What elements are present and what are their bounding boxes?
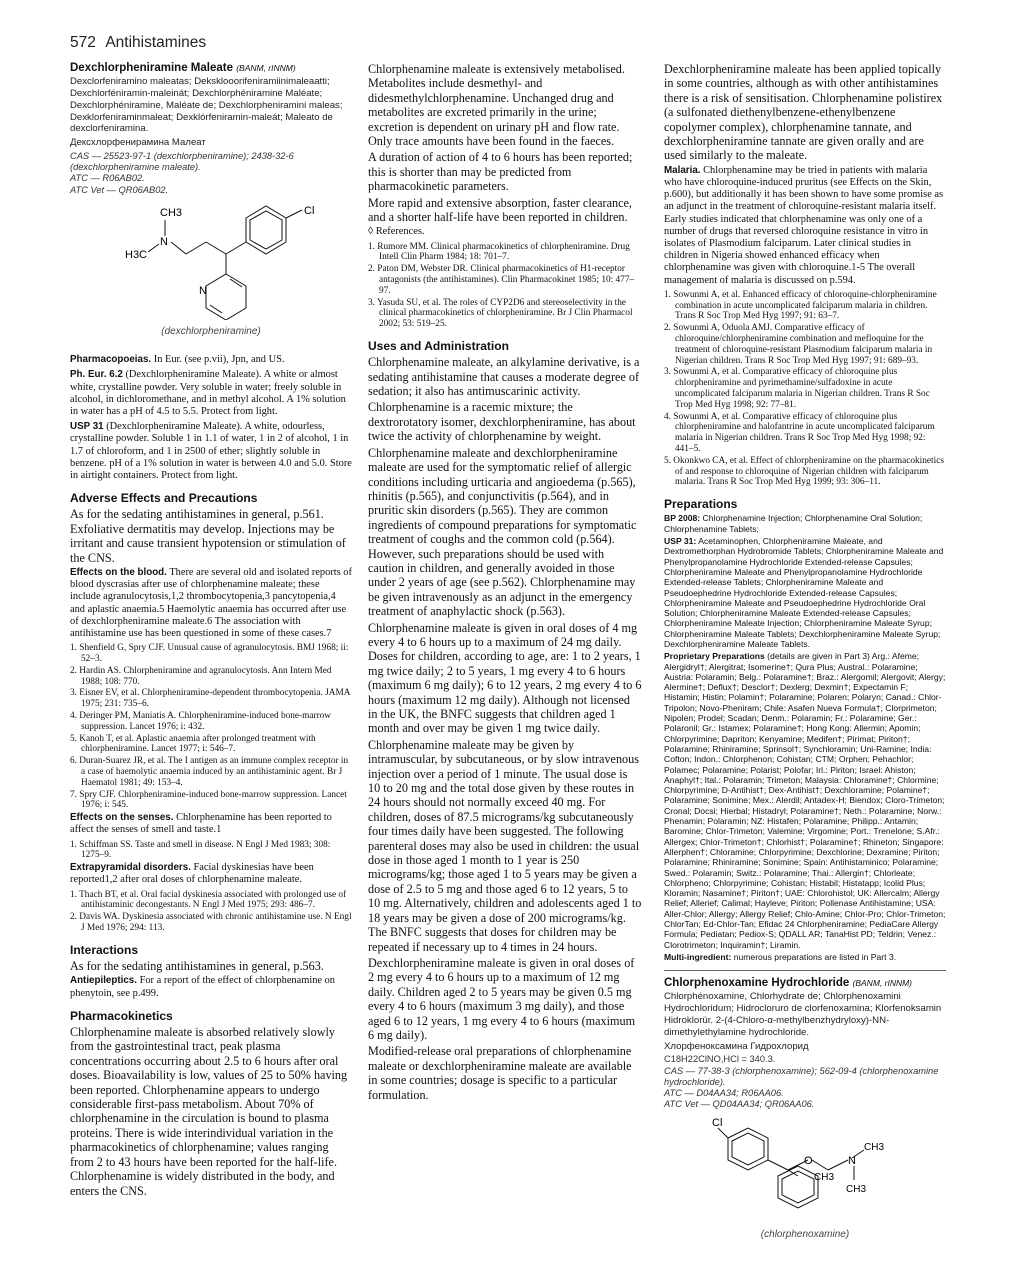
column-1: [70, 62, 352, 1200]
uses-paragraph-3: Chlorphenamine maleate and dexchlorpheniramine maleate are used for the symptomatic relief of allergic conditions including urticaria and angioedema (p.565), rhinitis (p.565), and conjunctivitis (p.564), and in pruritic skin disorders (p.565). They are common ingredients of compound preparations for symptomatic treatment of coughs and the common cold (p.564). However, such preparations should be used with caution in children, and generally avoided in those under 2 years of age (see p.562). Chlorphenamine may be given intravenously as an adjunct in the emergency treatment of anaphylactic shock (p.563).: [368, 445, 637, 619]
heading-uses-administration: Uses and Administration: [368, 339, 509, 354]
reference: 2. Hardin AS. Chlorpheniramine and agranulocytosis. Ann Intern Med 1988; 108: 770.: [70, 665, 332, 687]
blood-references: [70, 643, 352, 811]
synonyms: Chlorphénoxamine, Chlorhydrate de; Chlorphenoxamini Hydrochloridum; Hidrocloruro de clorfenoxamina; Klorfenoksamin Hidroklorür. 2-(4-Chloro-α-methylbenzhydryloxy)-NN-dimethylethylamine hydrochloride.: [664, 991, 942, 1038]
struct-ch3: CH3: [864, 1142, 885, 1154]
extrapyramidal-disorders: Extrapyramidal disorders. Facial dyskinesias have been reported1,2 after oral doses of chlorphenamine maleate.: [70, 862, 314, 886]
struct-o: O: [804, 1155, 813, 1168]
reference: 2. Paton DM, Webster DR. Clinical pharmacokinetics of H1-receptor antagonists (the antihistamines). Clin Pharmacokinet 1985; 10: 477–97.: [368, 264, 635, 296]
atc-code: ATC — D04AA34; R06AA06.: [664, 1087, 784, 1098]
pk-references-label: ◊ References.: [368, 226, 425, 238]
reference: 1. Thach BT, et al. Oral facial dyskinesia associated with prolonged use of antihistaminic decongestants. N Engl J Med 1975; 293: 486–7.: [70, 889, 347, 911]
uses-paragraph-8: Dexchlorpheniramine maleate has been applied topically in some countries, although as with other antihistamines there is a risk of sensitisation. Chlorphenamine polistirex (a sulfonated diethenylbenzene-ethenylbenzene copolymer complex), chlorphenamine tannate, and dexchlorpheniramine tannate are given orally and are used similarly to the maleate.: [664, 62, 943, 163]
reference: 1. Sowunmi A, et al. Enhanced efficacy of chloroquine-chlorpheniramine combination in acute uncomplicated falciparum malaria in children. Trans R Soc Trop Med Hyg 1997; 91: 63–7.: [664, 289, 937, 322]
ph-eur-entry: Ph. Eur. 6.2 (Dexchlorpheniramine Maleate). A white or almost white, crystalline powder. Very soluble in water; freely soluble in alcohol, in dichloromethane, and in methyl alcohol. A 1% solution in water has a pH of 4.5 to 5.5. Protect from light.: [70, 369, 346, 418]
reference: 2. Sowunmi A, Oduola AMJ. Comparative efficacy of chloroquine/chlorpheniramine combination and mefloquine for the treatment of chloroquine-resistant Plasmodium falciparum malaria in Nigerian children. Trans R Soc Trop Med Hyg 1997; 91: 689–93.: [664, 323, 933, 366]
cas-number: CAS — 25523-97-1 (dexchlorpheniramine); 2438-32-6 (dexchlorpheniramine maleate).: [70, 150, 294, 173]
reference: 1. Schiffman SS. Taste and smell in disease. N Engl J Med 1983; 308: 1275–9.: [70, 839, 331, 861]
pk-paragraph-2: Chlorphenamine maleate is extensively metabolised. Metabolites include desmethyl- and didesmethylchlorphenamine. Unchanged drug and metabolites are excreted primarily in the urine; excretion is dependent on urinary pH and flow rate. Only trace amounts have been found in the faeces.: [368, 62, 625, 149]
chlorphenoxamine-structure: [664, 1114, 946, 1224]
pharmacopoeias: Pharmacopoeias. In Eur. (see p.vii), Jpn, and US.: [70, 354, 285, 366]
uses-paragraph-4: Chlorphenamine maleate is given in oral doses of 4 mg every 4 to 6 hours up to a maximum of 24 mg daily. Doses for children, according to age, are: 1 to 2 years, 1 mg twice daily; 2 to 5 years, 1 mg every 4 to 6 hours (maximum 6 mg daily); 6 to 12 years, 2 mg every 4 to 6 hours (maximum 12 mg daily). Although not licensed in the UK, the BNFC suggests that children aged 1 month and over may be given 1 mg twice daily.: [368, 620, 642, 736]
section-divider: [664, 970, 946, 971]
usp-entry: USP 31 (Dexchlorpheniramine Maleate). A white, odourless, crystalline powder. Soluble 1 in 1.1 of water, 1 in 2 of alcohol, 1 in 1.7 of chloroform, and 1 in 2500 of ether; slightly soluble in benzene. pH of a 1% solution in water is between 4.0 and 5.0. Store in airtight containers. Protect from light.: [70, 421, 352, 482]
dexchlorpheniramine-structure: [70, 200, 352, 320]
bp-preparations: BP 2008: Chlorphenamine Injection; Chlorphenamine Oral Solution; Chlorphenamine Tablets;: [664, 513, 923, 534]
structure-caption: (chlorphenoxamine): [760, 1228, 850, 1240]
cyrillic-name: Хлорфеноксамина Гидрохлорид: [664, 1040, 809, 1052]
struct-ch3: CH3: [814, 1172, 835, 1184]
reference: 5. Kanoh T, et al. Aplastic anaemia after prolonged treatment with chlorpheniramine. Lancet 1977; i: 546–7.: [70, 733, 316, 755]
adverse-intro: As for the sedating antihistamines in general, p.561. Exfoliative dermatitis may develop. Injections may be irritant and cause transient hypotension or stimulation of the CNS.: [70, 507, 346, 565]
malaria: Malaria. Chlorphenamine may be tried in patients with malaria who have chloroquine-induced pruritus (see Effects on the Skin, p.600), but additionally it has been shown to have some promise as an adjunct in the treatment of chloroquine-resistant malaria itself. Early studies indicated that chlorphenamine was only one of a number of drugs that reversed chloroquine resistance in vitro in isolates of Plasmodium falciparum. Later clinical studies in children in Nigeria showed enhanced efficacy when chlorphenamine was given with chloroquine.1-5 The overall management of malaria is discussed on p.594.: [664, 164, 944, 286]
heading-pharmacokinetics: Pharmacokinetics: [70, 1008, 173, 1023]
reference: 1. Shenfield G, Spry CJF. Unusual cause of agranulocytosis. BMJ 1968; ii: 52–3.: [70, 643, 349, 665]
effects-on-senses: Effects on the senses. Chlorphenamine has been reported to affect the senses of smell and taste.1: [70, 812, 332, 836]
reference: 3. Eisner EV, et al. Chlorpheniramine-dependent thrombocytopenia. JAMA 1975; 231: 735–6.: [70, 688, 350, 710]
page-number: 572: [70, 34, 96, 51]
interactions-intro: As for the sedating antihistamines in general, p.563.: [70, 959, 324, 974]
reference: 6. Duran-Suarez JR, et al. The I antigen as an immune complex receptor in a case of haemolytic anaemia induced by an antihistaminic agent. Br J Haematol 1981; 49: 153–4.: [70, 756, 349, 788]
pk-paragraph-3: A duration of action of 4 to 6 hours has been reported; this is shorter than may be predicted from pharmacokinetic parameters.: [368, 150, 633, 194]
monograph-title-dexchlorpheniramine: Dexchlorpheniramine Maleate (BANM, rINNM): [70, 62, 296, 74]
structure-caption: (dexchlorpheniramine): [161, 326, 261, 337]
reference: 1. Rumore MM. Clinical pharmacokinetics of chlorpheniramine. Drug Intell Clin Pharm 1984; 18: 701–7.: [368, 241, 630, 263]
uses-paragraph-6: Dexchlorpheniramine maleate is given in oral doses of 2 mg every 4 to 6 hours up to a maximum of 12 mg daily. Children aged 2 to 5 years may be given 0.5 mg every 4 to 6 hours (maximum 3 mg daily), and those aged 6 to 12 years, 1 mg every 4 to 6 hours (maximum 6 mg daily).: [368, 955, 636, 1042]
reference: 4. Deringer PM, Maniatis A. Chlorpheniramine-induced bone-marrow suppression. Lancet 1976; i: 432.: [70, 711, 332, 732]
heading-preparations: Preparations: [664, 497, 738, 512]
heading-interactions: Interactions: [70, 942, 139, 957]
effects-on-blood: Effects on the blood. There are several old and isolated reports of blood dyscrasias after use of chlorphenamine maleate; these include agranulocytosis,1,2 thrombocytopenia,3 pancytopenia,4 and aplastic anaemia.5 Haemolytic anaemia has occurred after use of dexchlorpheniramine maleate.6 The association with antihistamine use has been questioned in some of these cases.7: [70, 567, 352, 640]
monograph-title-chlorphenoxamine: Chlorphenoxamine Hydrochloride (BANM, rINNM): [664, 977, 913, 990]
reference: 2. Davis WA. Dyskinesia associated with chronic antihistamine use. N Engl J Med 1976; 294: 113.: [70, 912, 352, 934]
struct-cl: Cl: [304, 204, 315, 217]
synonyms: Dexclorfeniramino maleatas; Deksklooorifeniramiinimaleaatti; Dexchlorféniramin-maleinát; Dexchlorphéniramine Maléate; Dexchlorphéniramine, Maléate de; Dexchlorpheniramini maleas; Dexklorfeniraminmaleat; Dexklórfeniramin-maleát; Maleato de dexclorfeniramina.: [70, 76, 343, 135]
antiepileptics: Antiepileptics. For a report of the effect of chlorphenamine on phenytoin, see p.499.: [70, 975, 336, 999]
atc-vet-code: ATC Vet — QR06AB02.: [70, 184, 169, 195]
uses-paragraph-7: Modified-release oral preparations of chlorphenamine maleate or dexchlorpheniramine maleate are available in some countries; dosage is specific to a particular formulation.: [368, 1044, 632, 1102]
struct-ch3: CH3: [846, 1184, 867, 1196]
proprietary-preparations: Proprietary Preparations (details are given in Part 3) Arg.: Afeme; Alergidryl†; Alergitrat; Isomerine†; Qura Plus; Austral.: Polaramine; Austria: Polaramin; Belg.: Polaramine†; Braz.: Alergomil; Alergovit; Alergy; Alermine†; Deflux†; Desclor†; Dexlerg; Dexmin†; Expectamin F; Histamin; Histin; Polamin†; Polaramine; Polaren; Polaryn; Canad.: Chlor-Tripolon; Novo-Pheniram; Chile: Asafen Nueva Formula†; Clorprimeton; Nipolen; Prodel; Scadan; Denm.: Polaramin; Fr.: Polaramine; Ger.: Polaronil; Gr.: Istamex; Polaramine†; Hong Kong: Allermin; Apomin; Chlorpyrimine; Dapriton; Kenyamine; Medifen†; Pirimat; Piriton†; Polaramine; Rhiniramine; Sprinsol†; Synchloramin; Uni-Ramine; India: Cofton; Indon.: Chlorphenon; Cohistan; CTM; Orphen; Pehachlor; Polamec; Polaramine; Polarist; Polofar; Irl.: Piriton; Israel: Ahiston; Anaphyl†; Ital.: Polaramin; Trimeton; Malaysia: Chloramine†; Chlormine; Chlorpyrimine; D-Antihist†; Dex-Antihist†; Dexchloramine; Polamine†; Polaramine; Sonimine; Mex.: Alerdil; Antadex-H; Biendox; Cloro-Trimeton; Cronal; Docsi; Hierbal; Histadryl; Polaramine†; Neth.: Polaramine; Norw.: Phenamin; Polaramin; NZ: Histafen; Polaramine; Philipp.: Antamin; Baromine; Chlor-Trimeton; Valemine; Virgomine; Port.: Trenelone; S.Afr.: Allergex; Chlor-Trimeton†; Chlorhist†; Polaramine†; Rhineton; Singapore: Allerphen†; Chloramine; Chlorpyrimine; Dexchlorine; Dexramine; Piriton; Polaramine; Rhiniramine; Sonimine; Spain: Antihistaminico; Polaramine; Swed.: Polaramin; Switz.: Polaramine; Thai.: Allergin†; Chlorleate; Chlorpheno; Chlorpyrimine; Cohistan; Histabil; Histatapp; Icolid Plus; Kloramin; Nasamine†; Piriton†; UAE: Chlorohistol; UK: Allercalm; Allergy Relief; Allerief; Calimal; Hayleve; Piriton; Pollenase Antihistamine; USA: Aller-Chlor; Allergy; Allergy Relief; Chlo-Amine; Chlor-Pro; Chlor-Trimeton; ChlorTan; Ed-Chlor-Tan; Efidac 24 Chlorpheniramine; PediaCare Allergy Formula; Pediatan; Pediox-S; QDALL AR; TanaHist PD; Teldrin; Venez.: Clorotrimeton; Inquiramin†; Liramin.: [664, 651, 946, 950]
pk-paragraph-4: More rapid and extensive absorption, faster clearance, and a shorter half-life have been reported in children.: [368, 195, 632, 225]
atc-vet-code: ATC Vet — QD04AA34; QR06AA06.: [664, 1099, 815, 1110]
struct-h3c: H3C: [125, 248, 148, 261]
struct-n: N: [160, 235, 168, 248]
section-title: Antihistamines: [105, 34, 207, 51]
uses-paragraph-5: Chlorphenamine maleate may be given by intramuscular, by subcutaneous, or by slow intravenous injection over a period of 1 minute. The usual dose is 10 to 20 mg and the total dose given by these routes in 24 hours should not normally exceed 40 mg. For children, doses of 87.5 micrograms/kg subcutaneously four times daily have been suggested. The following parenteral doses may also be used in children: the usual dose in those aged 1 month to 1 year is 250 micrograms/kg; those aged 1 to 5 years may be given a dose of 2.5 to 5 mg and those aged 6 to 12 years, 5 to 10 mg. Alternatively, children and adolescents aged 1 to 18 years may be given a dose of 200 micrograms/kg. The BNFC suggests that doses for children may be repeated if necessary up to 4 times in 24 hours.: [368, 737, 642, 954]
cyrillic-name: Дексхлорфенирамина Малеат: [70, 137, 206, 149]
struct-pyridine-n: N: [199, 284, 207, 297]
cas-number: CAS — 77-38-3 (chlorphenoxamine); 562-09-4 (chlorphenoxamine hydrochloride).: [664, 1065, 939, 1087]
molecular-formula: C18H22ClNO,HCl = 340.3.: [664, 1054, 776, 1065]
uses-paragraph-1: Chlorphenamine maleate, an alkylamine derivative, is a sedating antihistamine that causes a moderate degree of sedation; it also has antimuscarinic activity.: [368, 355, 640, 399]
pk-paragraph-1: Chlorphenamine maleate is absorbed relatively slowly from the gastrointestinal tract, peak plasma concentrations occurring about 2.5 to 6 hours after oral doses. Bioavailability is low, values of 25 to 50% having been reported. Chlorphenamine appears to undergo considerable first-pass metabolism. About 70% of chlorphenamine in the circulation is bound to plasma proteins. There is wide interindividual variation in the pharmacokinetics of chlorphenamine; values ranging from 2 to 43 hours have been reported for the half-life. Chlorphenamine is widely distributed in the body, and enters the CNS.: [70, 1025, 348, 1198]
usp-preparations: USP 31: Acetaminophen, Chlorpheniramine Maleate, and Dextromethorphan Hydrobromide Tablets; Chlorpheniramine Maleate and Phenylpropanolamine Hydrochloride Extended-release Capsules; Chlorpheniramine Maleate and Phenylpropanolamine Hydrochloride Extended-release Tablets; Chlorpheniramine Maleate and Pseudoephedrine Hydrochloride Extended-release Capsules; Chlorpheniramine Maleate and Pseudoephedrine Hydrochloride Oral Solution; Chlorpheniramine Maleate Extended-release Capsules; Chlorpheniramine Maleate Injection; Chlorpheniramine Maleate Syrup; Chlorpheniramine Maleate Tablets; Dexchlorpheniramine Maleate Syrup; Dexchlorpheniramine Maleate Tablets.: [664, 536, 944, 649]
reference: 7. Spry CJF. Chlorpheniramine-induced bone-marrow suppression. Lancet 1976; i: 545.: [70, 789, 347, 811]
heading-adverse-effects: Adverse Effects and Precautions: [70, 491, 258, 506]
uses-paragraph-2: Chlorphenamine is a racemic mixture; the dextrorotatory isomer, dexchlorpheniramine, has about twice the activity of chlorphenamine by weight.: [368, 400, 636, 444]
atc-code: ATC — R06AB02.: [70, 173, 145, 184]
reference: 4. Sowunmi A, et al. Comparative efficacy of chloroquine plus chlorpheniramine and halofantrine in acute uncomplicated falciparum malaria in Nigerian children. Trans R Soc Trop Med Hyg 1998; 92: 441–5.: [664, 411, 935, 455]
column-3: [664, 62, 946, 1241]
struct-ch3: CH3: [160, 206, 183, 219]
column-2: [368, 62, 642, 1104]
reference: 3. Yasuda SU, et al. The roles of CYP2D6 and stereoselectivity in the clinical pharmacokinetics of chlorpheniramine. Br J Clin Pharmacol 2002; 53: 519–25.: [368, 297, 633, 330]
running-header: [70, 34, 206, 52]
reference: 5. Okonkwo CA, et al. Effect of chlorpheniramine on the pharmacokinetics of and response to chloroquine of Nigerian children with falciparum malaria. Trans R Soc Trop Med Hyg 1999; 93: 306–11.: [664, 455, 944, 488]
struct-cl: Cl: [712, 1117, 723, 1130]
reference: 3. Sowunmi A, et al. Comparative efficacy of chloroquine plus chlorpheniramine and pyrimethamine/sulfadoxine in acute uncomplicated falciparum malaria in Nigerian children. Trans R Soc Trop Med Hyg 1998; 92: 77–81.: [664, 367, 930, 410]
multi-ingredient: Multi-ingredient: numerous preparations are listed in Part 3.: [664, 951, 897, 962]
struct-n: N: [848, 1155, 856, 1168]
